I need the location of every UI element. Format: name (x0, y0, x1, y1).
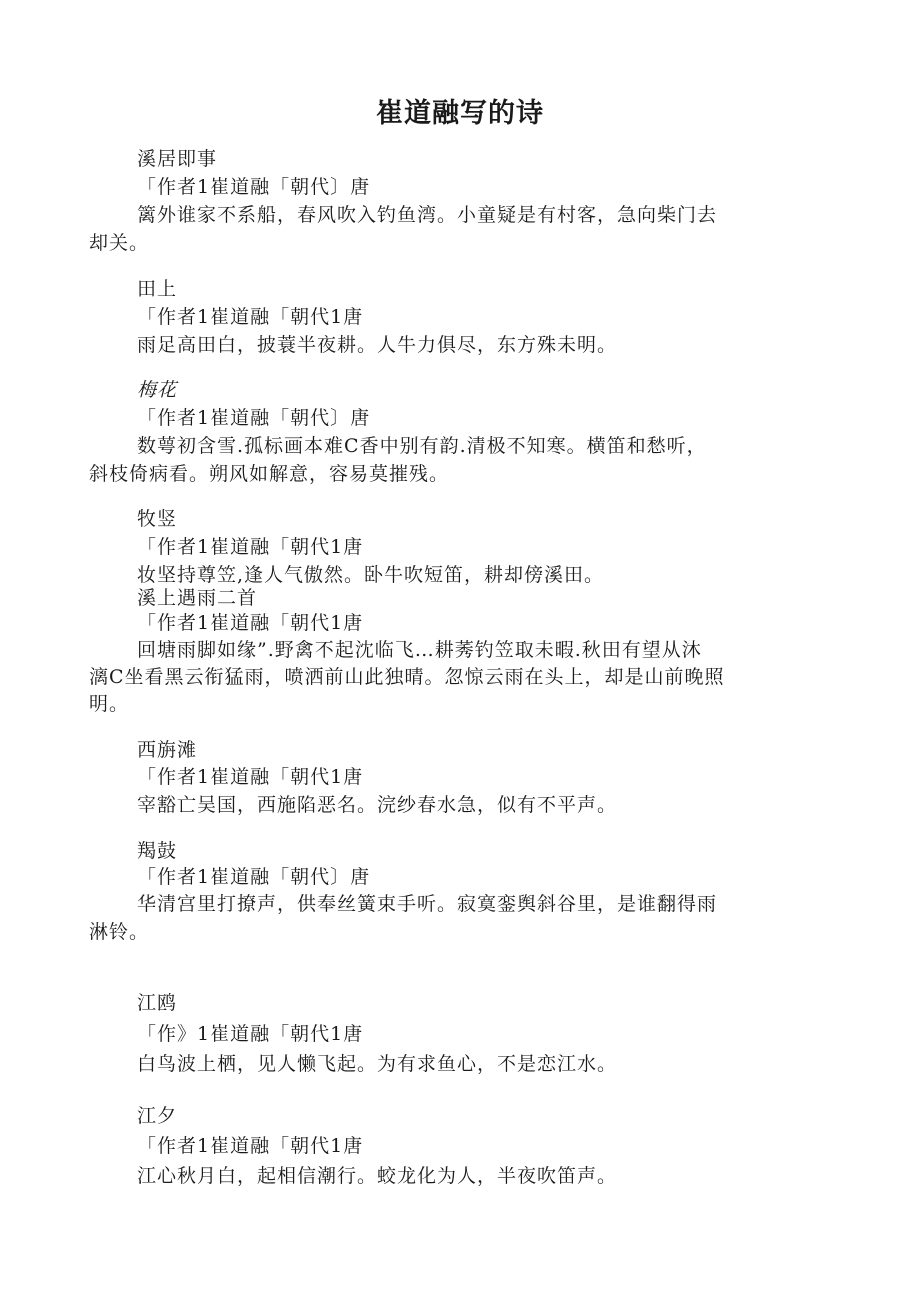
poem-title: 江鸥 (137, 992, 178, 1014)
poem-author-line: 「作》1崔道融「朝代1唐 (137, 1023, 364, 1045)
poem-title: 牧竖 (137, 508, 178, 530)
poem-author-line: 「作者1崔道融「朝代1唐 (137, 536, 364, 558)
poem-title: 江夕 (137, 1105, 178, 1127)
poem-title: 溪上遇雨二首 (137, 587, 258, 609)
poem-body-line: 白鸟波上栖，见人懒飞起。为有求鱼心，不是恋江水。 (137, 1053, 618, 1075)
poem-author-line: 「作者1崔道融「朝代〕唐 (137, 176, 371, 198)
poem-body-line: 却关。 (89, 232, 150, 254)
poem-body-line: 数萼初含雪.孤标画本难C香中别有韵.清极不知寒。横笛和愁听， (137, 435, 707, 457)
poem-author-line: 「作者1崔道融「朝代〕唐 (137, 407, 371, 429)
poem-author-line: 「作者1崔道融「朝代1唐 (137, 306, 364, 328)
poem-body-line: 明。 (89, 693, 130, 715)
poem-body-line: 华清宫里打撩声，供奉丝簧束手听。寂寞銮舆斜谷里，是谁翻得雨 (137, 893, 718, 915)
poem-body-line: 雨足高田白，披蓑半夜耕。人牛力俱尽，东方殊未明。 (137, 334, 618, 356)
poem-title: 西旃滩 (137, 739, 198, 761)
poem-body-line: 淋铃。 (89, 921, 150, 943)
poem-author-line: 「作者1崔道融「朝代1唐 (137, 766, 364, 788)
poem-body-line: 斜枝倚病看。朔风如解意，容易莫摧残。 (89, 463, 450, 485)
document-title: 崔道融写的诗 (376, 98, 544, 129)
poem-title: 田上 (137, 278, 178, 300)
poem-body-line: 回塘雨脚如缘”.野禽不起沈临飞…耕莠钓笠取未暇.秋田有望从沐 (137, 639, 702, 661)
poem-body-line: 漓C坐看黑云衔猛雨，喷洒前山此独晴。忽惊云雨在头上，却是山前晚照 (89, 666, 725, 688)
poem-body-line: 江心秋月白，起相信潮行。蛟龙化为人，半夜吹笛声。 (137, 1165, 618, 1187)
poem-title: 溪居即事 (137, 148, 218, 170)
poem-body-line: 宰豁亡吴国，西施陷恶名。浣纱春水急，似有不平声。 (137, 794, 618, 816)
poem-author-line: 「作者1崔道融「朝代〕唐 (137, 866, 371, 888)
poem-body-line: 篱外谁家不系船，春风吹入钓鱼湾。小童疑是有村客，急向柴门去 (137, 204, 718, 226)
poem-author-line: 「作者1崔道融「朝代1唐 (137, 612, 364, 634)
poem-title: 羯鼓 (137, 840, 178, 862)
poem-author-line: 「作者1崔道融「朝代1唐 (137, 1135, 364, 1157)
poem-body-line: 妆坚持尊笠,逢人气傲然。卧牛吹短笛，耕却傍溪田。 (137, 564, 605, 586)
poem-title: 梅花 (137, 379, 178, 401)
